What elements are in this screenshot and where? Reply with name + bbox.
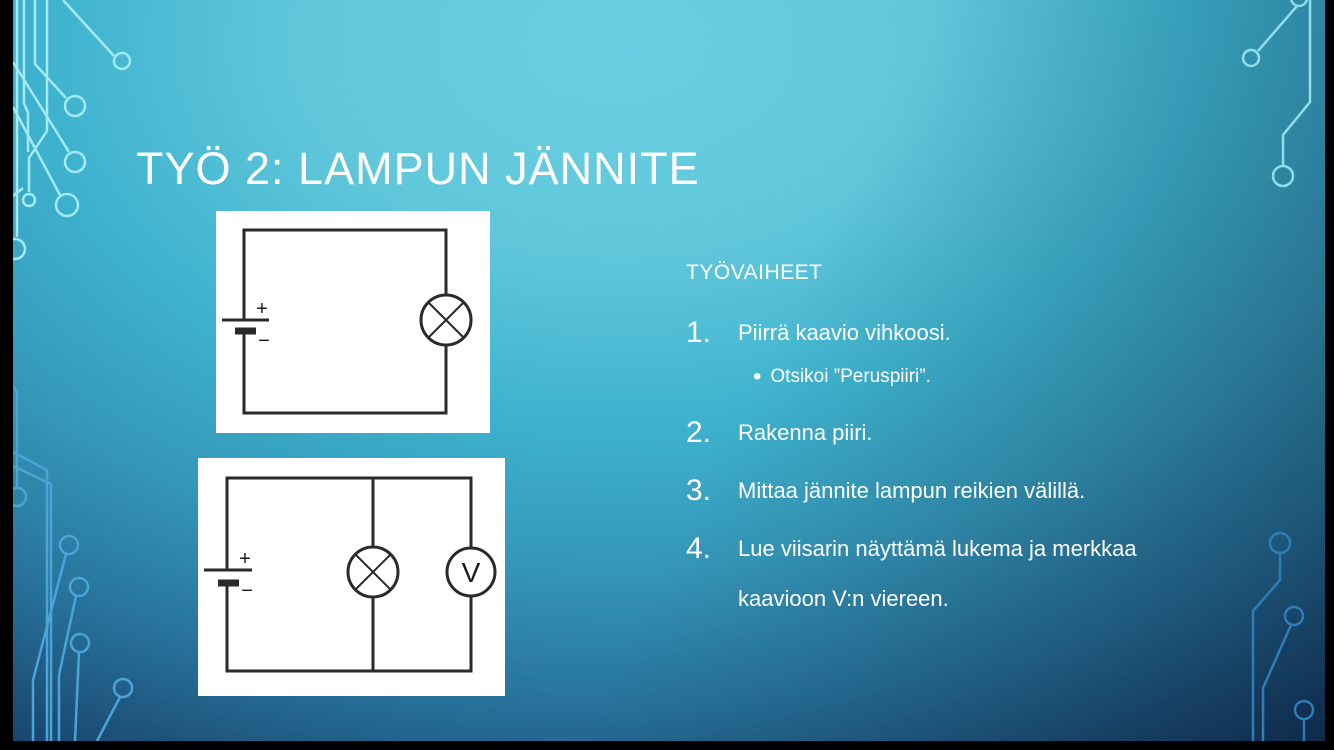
step-text: Lue viisarin näyttämä lukema ja merkkaa kaavioon V:n viereen. — [738, 536, 1137, 611]
basic-circuit-diagram — [216, 211, 490, 433]
list-item — [686, 308, 1210, 358]
voltmeter-label: V — [461, 557, 481, 588]
list-item — [686, 524, 1210, 624]
slide-title: TYÖ 2: LAMPUN JÄNNITE — [136, 143, 700, 195]
steps-heading: TYÖVAIHEET — [686, 261, 823, 284]
step-text: Piirrä kaavio vihkoosi. — [738, 320, 951, 345]
step-number: 2. — [686, 416, 712, 449]
step-text: Rakenna piiri. — [738, 420, 873, 445]
step-number: 3. — [686, 474, 712, 507]
step-text: Mittaa jännite lampun reikien välillä. — [738, 478, 1086, 503]
circuit-decoration-bottom-right — [1253, 533, 1313, 741]
battery-minus-label: − — [258, 330, 270, 352]
step-number: 4. — [686, 532, 712, 565]
list-subitem — [753, 360, 931, 394]
list-item — [686, 408, 1210, 458]
list-item — [686, 466, 1210, 516]
voltmeter-circuit-image — [198, 458, 505, 696]
circuit-wire — [244, 230, 446, 413]
battery-plus-label: + — [239, 548, 251, 570]
battery-minus-label: − — [241, 580, 253, 602]
subitem-text: Otsikoi ”Peruspiiri”. — [770, 366, 931, 387]
bullet-icon: • — [753, 363, 762, 390]
circuit-decoration-top-left — [13, 0, 130, 259]
circuit-decoration-top-right — [1243, 0, 1310, 186]
slide — [13, 0, 1325, 741]
circuit-decoration-bottom-left — [13, 386, 132, 741]
basic-circuit-image — [216, 211, 490, 433]
battery-plus-label: + — [256, 298, 268, 320]
voltmeter-circuit-diagram — [198, 458, 505, 696]
step-number: 1. — [686, 316, 712, 349]
